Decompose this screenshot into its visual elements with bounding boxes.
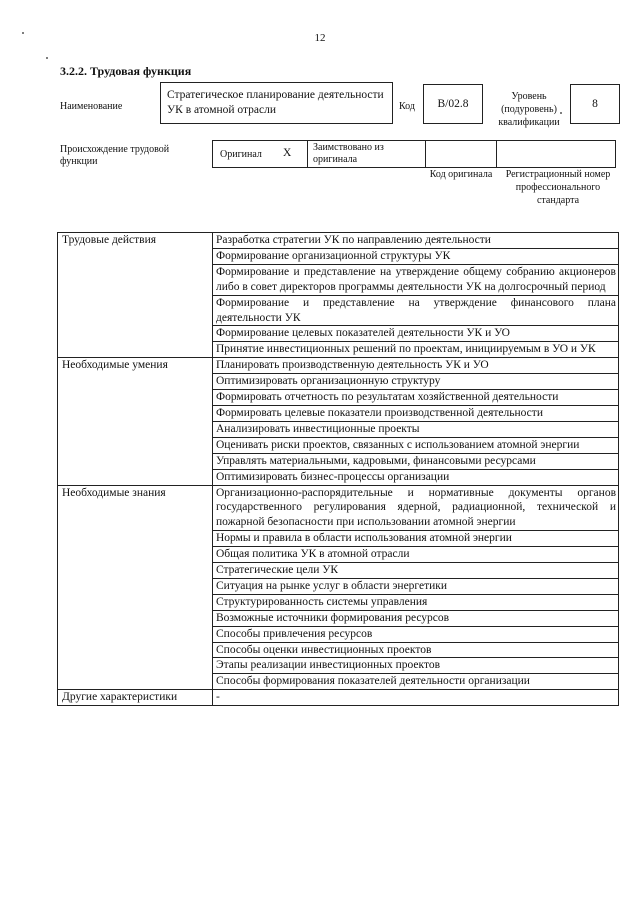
code-label: Код (399, 101, 415, 112)
item-cell: Оценивать риски проектов, связанных с использованием атомной энергии (213, 437, 619, 453)
item-cell: Формирование и представление на утверждение финансового плана деятельности УК (213, 295, 619, 326)
item-cell: Формирование и представление на утверждение общему собранию акционеров либо в совет директоров программы деятельности УК на долгосрочный период (213, 264, 619, 295)
code-original-label: Код оригинала (429, 169, 493, 180)
category-cell: Другие характеристики (58, 690, 213, 706)
name-label: Наименование (60, 101, 123, 112)
item-cell: Принятие инвестиционных решений по проектам, инициируемым в УО и УК (213, 342, 619, 358)
section-heading: 3.2.2. Трудовая функция (60, 64, 192, 78)
original-mark: X (283, 147, 292, 159)
item-cell: Стратегические цели УК (213, 563, 619, 579)
original-label: Оригинал (220, 149, 262, 160)
name-value: Стратегическое планирование деятельности УК в атомной отрасли (167, 89, 384, 116)
item-cell: Возможные источники формирования ресурсов (213, 610, 619, 626)
item-cell: Общая политика УК в атомной отрасли (213, 547, 619, 563)
item-cell: Способы оценки инвестиционных проектов (213, 642, 619, 658)
origin-divider-1 (307, 140, 308, 168)
function-table (57, 232, 619, 706)
category-cell: Трудовые действия (58, 233, 213, 358)
category-cell: Необходимые умения (58, 358, 213, 485)
table-row (58, 690, 619, 706)
item-cell: - (213, 690, 619, 706)
scan-speck (46, 57, 48, 59)
item-cell: Формировать целевые показатели производственной деятельности (213, 405, 619, 421)
item-cell: Анализировать инвестиционные проекты (213, 421, 619, 437)
level-value: 8 (592, 97, 598, 110)
origin-label: Происхождение трудовой функции (60, 144, 170, 167)
item-cell: Управлять материальными, кадровыми, финансовыми ресурсами (213, 453, 619, 469)
reg-number-label: Регистрационный номер профессионального стандарта (505, 169, 611, 206)
code-value-box (423, 84, 483, 124)
name-value-box (160, 82, 393, 124)
item-cell: Формирование целевых показателей деятельности УК и УО (213, 326, 619, 342)
item-cell: Формировать отчетность по результатам хозяйственной деятельности (213, 390, 619, 406)
item-cell: Оптимизировать бизнес-процессы организации (213, 469, 619, 485)
item-cell: Разработка стратегии УК по направлению деятельности (213, 233, 619, 249)
item-cell: Оптимизировать организационную структуру (213, 374, 619, 390)
code-value: B/02.8 (437, 97, 469, 110)
item-cell: Нормы и правила в области использования атомной энергии (213, 531, 619, 547)
origin-divider-3 (496, 140, 497, 168)
item-cell: Способы формирования показателей деятельности организации (213, 674, 619, 690)
level-label: Уровень (подуровень) квалификации (498, 91, 560, 128)
item-cell: Организационно-распорядительные и нормативные документы органов государственного регулирования ядерной, радиационной, технической и пожарной безопасности при использовании атомной энергии (213, 485, 619, 531)
page-number: 12 (314, 32, 326, 44)
origin-divider-2 (425, 140, 426, 168)
scan-speck (22, 32, 24, 34)
scan-speck (560, 112, 562, 114)
item-cell: Структурированность системы управления (213, 594, 619, 610)
item-cell: Этапы реализации инвестиционных проектов (213, 658, 619, 674)
item-cell: Способы привлечения ресурсов (213, 626, 619, 642)
category-cell: Необходимые знания (58, 485, 213, 690)
table-row (58, 233, 619, 249)
borrowed-label: Заимствовано из оригинала (313, 142, 384, 165)
level-value-box (570, 84, 620, 124)
item-cell: Планировать производственную деятельность УК и УО (213, 358, 619, 374)
item-cell: Формирование организационной структуры УК (213, 248, 619, 264)
item-cell: Ситуация на рынке услуг в области энергетики (213, 578, 619, 594)
table-row (58, 485, 619, 531)
table-row (58, 358, 619, 374)
